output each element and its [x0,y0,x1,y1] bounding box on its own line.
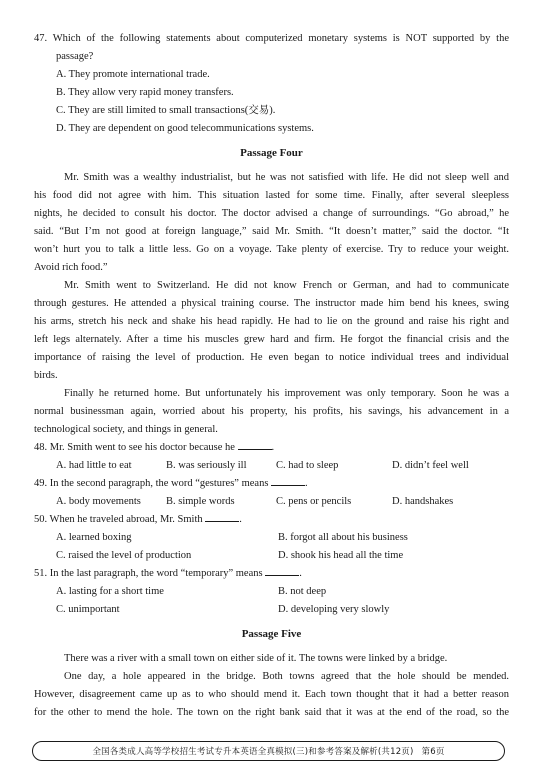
options-row [34,529,509,547]
text-line: One day, a hole appeared in the bridge. Both towns agreed that the hole should be mended. [64,671,509,682]
passage-four-paragraph-2 [34,277,509,385]
option-a: A. lasting for a short time [56,586,164,597]
passage-five-paragraph-2 [34,668,509,722]
text-line: Avoid rich food.” [34,262,108,273]
text-line: through gestures. He attended a physical training course. The instructor made him bend his knees, swing [34,298,509,309]
question-stem: 51. In the last paragraph, the word “temporary” means . [34,565,509,583]
text-line: There was a river with a small town on either side of it. The towns were linked by a bridge. [64,653,448,664]
question-stem: 49. In the second paragraph, the word “gestures” means . [34,475,509,493]
options-row [34,583,509,601]
options-row [34,547,509,565]
answer-blank [271,475,305,486]
question-47 [34,30,509,138]
option-d: D. handshakes [392,496,454,507]
options-row [34,493,509,511]
question-48 [34,439,509,475]
footer-title: 全国各类成人高等学校招生考试专升本英语全真模拟(三)和参考答案及解析(共12页) [92,747,414,757]
option-c: C. pens or pencils [276,496,352,507]
option-c: C. unimportant [56,604,120,615]
answer-blank [238,439,272,450]
question-51 [34,565,509,619]
text-line: Mr. Smith went to Switzerland. He did not know French or German, and had to communicate [64,280,509,291]
text-line: for the other to mend the hole. The town on the right bank said that it was at the end of the road, so the [34,707,509,718]
answer-blank [205,511,239,522]
text-line: Finally he returned home. But unfortunately his improvement was only temporary. Soon he was a [64,388,509,399]
option-a: A. had little to eat [56,460,132,471]
text-line: left legs alternately. After a time his muscles grew hard and firm. He forgot the financial crisis and the [34,334,509,345]
text-line: importance of raising the level of production. He even began to notice individual trees and individual [34,352,509,363]
text-line: nights, he decided to consult his doctor. The doctor advised a change of surroundings. “Go abroad,” he [34,208,509,219]
passage-five-paragraph-1 [34,650,509,668]
question-stem: 50. When he traveled abroad, Mr. Smith . [34,511,509,529]
text-line: Mr. Smith was a wealthy industrialist, but he was not satisfied with life. He did not sleep well and [64,172,509,183]
option-a: A. learned boxing [56,532,132,543]
text-line: his food did not agree with him. This situation lasted for some time. Finally, after several sleepless [34,190,509,201]
question-stem: 48. Mr. Smith went to see his doctor because he . [34,439,509,457]
option-b: B. was seriously ill [166,460,247,471]
text-line: normal businessman again, worried about his property, his profits, his savings, his advancement in a [34,406,509,417]
option-c: C. had to sleep [276,460,339,471]
passage-four-paragraph-3 [34,385,509,439]
option-a: A. They promote international trade. [56,69,210,80]
option-b: B. forgot all about his business [278,532,408,543]
text-line: won’t hurt you to talk a little less. Go on a voyage. Take plenty of exercise. Try to reduce your weight. [34,244,509,255]
text-line: However, disagreement came up as to who should mend it. Each town thought that it had a better reason [34,689,509,700]
option-b: B. They allow very rapid money transfers. [56,87,234,98]
option-c: C. They are still limited to small transactions(交易). [56,105,276,116]
text-line: technological society, and things in general. [34,424,218,435]
option-d: D. didn’t feel well [392,460,469,471]
option-d: D. They are dependent on good telecommunications systems. [56,123,314,134]
question-stem-cont: passage? [56,51,94,62]
option-d: D. shook his head all the time [278,550,404,561]
text-line: birds. [34,370,58,381]
options-row [34,457,509,475]
passage-four-paragraph-1 [34,169,509,277]
option-b: B. simple words [166,496,235,507]
page-footer [32,741,505,761]
question-stem: 47. Which of the following statements about computerized monetary systems is NOT supported by the [34,33,509,44]
option-a: A. body movements [56,496,141,507]
question-50 [34,511,509,565]
passage-four-title: Passage Four [240,147,303,159]
passage-five-title: Passage Five [241,628,302,640]
answer-blank [265,565,299,576]
option-b: B. not deep [278,586,327,597]
page-number: 第6页 [421,747,445,757]
options-row [34,601,509,619]
text-line: said. “But I’m not good at foreign language,” said Mr. Smith. “It doesn’t matter,” said the doctor. “It [34,226,509,237]
option-d: D. developing very slowly [278,604,390,615]
option-c: C. raised the level of production [56,550,192,561]
text-line: his arms, stretch his neck and shake his head rapidly. He had to lie on the ground and raise his right and [34,316,509,327]
question-49 [34,475,509,511]
